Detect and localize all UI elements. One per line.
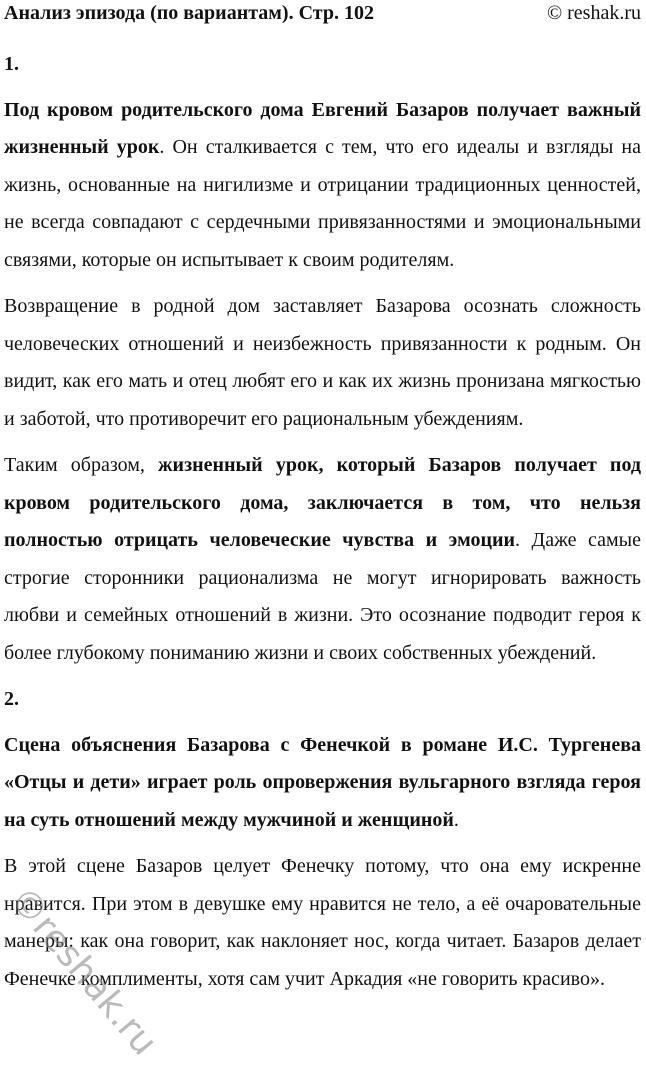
text: Возвращение в родной дом заставляет Базарова осознать сложность человеческих отношений и неизбежность привязанности к родным. Он видит, как его мать и отец любят его и как их жизнь пронизана мягкостью и заботой, что противоречит его рациональным убеждениям. — [4, 295, 641, 430]
text: . Он сталкивается с тем, что его идеалы и взгляды на жизнь, основанные на нигилизме и отрицании традиционных ценностей, не всегда совпадают с сердечными привязанностями и эмоциональными связями, которые он испытывает к своим родителям. — [4, 136, 642, 271]
text: . — [453, 808, 459, 831]
watermark: ©reshak.ru — [1, 879, 165, 1064]
copyright-link[interactable]: © reshak.ru — [546, 2, 641, 24]
text: Таким образом, — [4, 454, 159, 476]
text: В этой сцене Базаров целует Фенечку потому, что она ему искренне нравится. При этом в девушке ему нравится не тело, а её очаровательные манеры: как она говорит, как наклоняет нос, когда читает. Базаров делает Фенечке комплименты, хотя сам учит Аркадия «не говорить красиво». — [4, 855, 641, 990]
bold-text: Сцена объяснения Базарова с Фенечкой в романе И.С. Тургенева «Отцы и дети» играет роль опровержения вульгарного взгляда героя на суть отношений между мужчиной и женщиной — [4, 733, 641, 831]
page-header — [4, 0, 641, 26]
section-1 — [4, 46, 641, 672]
bold-text: жизненный урок, который Базаров получает под кровом родительского дома, заключается в том, что нельзя полностью отрицать человеческие чувства и эмоции — [4, 454, 641, 551]
section-2 — [4, 681, 641, 998]
section-number: 2. — [4, 688, 19, 710]
section-number: 1. — [4, 53, 19, 75]
paragraph — [4, 848, 641, 998]
paragraph — [4, 447, 641, 672]
page-title: Анализ эпизода (по вариантам). Стр. 102 — [4, 2, 374, 24]
paragraph — [4, 92, 641, 280]
text: . Даже самые строгие сторонники рационализма не могут игнорировать важность любви и семейных отношений в жизни. Это осознание подводит героя к более глубокому пониманию жизни и своих собственных убеждений. — [4, 529, 641, 664]
bold-text: Под кровом родительского дома Евгений Базаров получает важный жизненный урок — [4, 98, 641, 158]
paragraph — [4, 288, 641, 438]
paragraph — [4, 727, 641, 840]
